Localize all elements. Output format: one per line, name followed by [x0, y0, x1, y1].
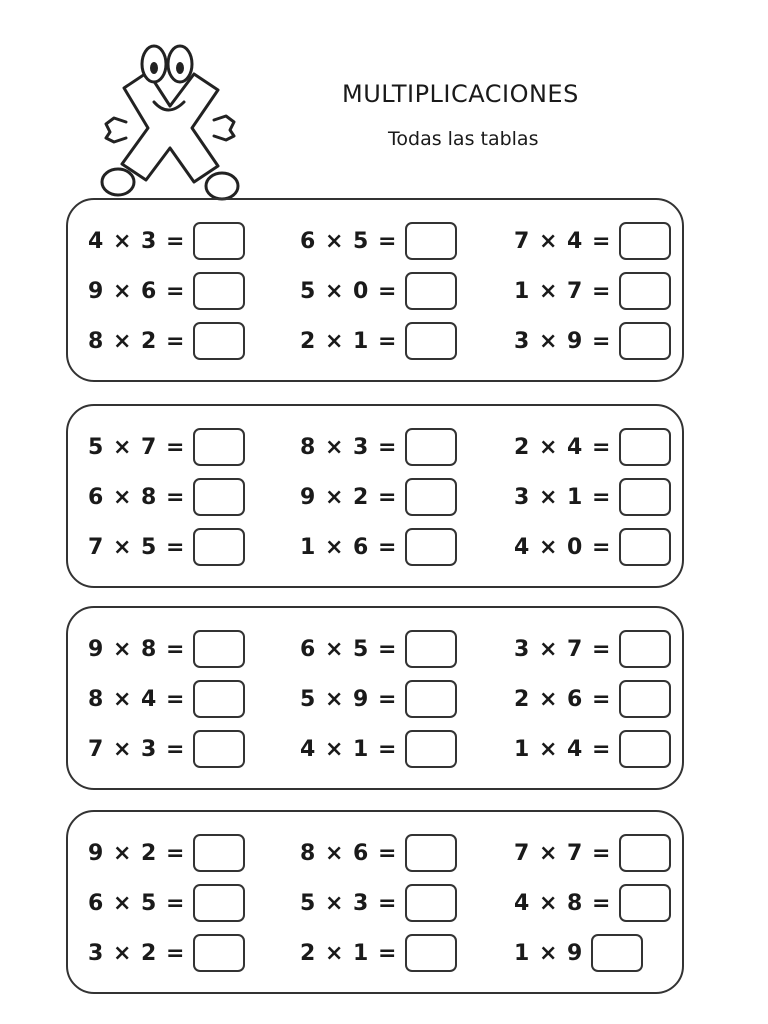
multiplication-exercise [300, 272, 457, 310]
multiplication-exercise [514, 428, 671, 466]
equation-label: 7 × 3 = [88, 736, 186, 762]
answer-box[interactable] [619, 428, 671, 466]
equation-label: 3 × 1 = [514, 484, 612, 510]
answer-box[interactable] [619, 834, 671, 872]
answer-box[interactable] [405, 322, 457, 360]
answer-box[interactable] [619, 478, 671, 516]
answer-box[interactable] [619, 528, 671, 566]
answer-box[interactable] [193, 428, 245, 466]
multiplication-exercise [514, 528, 671, 566]
multiplication-exercise [514, 730, 671, 768]
equation-label: 3 × 7 = [514, 636, 612, 662]
multiplication-exercise [88, 834, 245, 872]
multiplication-exercise [88, 322, 245, 360]
multiplication-exercise [300, 934, 457, 972]
multiplication-exercise [514, 884, 671, 922]
equation-label: 1 × 7 = [514, 278, 612, 304]
multiplication-exercise [88, 884, 245, 922]
page-subtitle: Todas las tablas [388, 128, 539, 150]
answer-box[interactable] [193, 934, 245, 972]
equation-label: 1 × 6 = [300, 534, 398, 560]
answer-box[interactable] [405, 834, 457, 872]
answer-box[interactable] [619, 680, 671, 718]
equation-label: 1 × 4 = [514, 736, 612, 762]
equation-label: 8 × 2 = [88, 328, 186, 354]
multiplication-exercise [300, 322, 457, 360]
equation-label: 6 × 8 = [88, 484, 186, 510]
exercise-block-2 [66, 404, 684, 588]
answer-box[interactable] [405, 478, 457, 516]
page-title: MULTIPLICACIONES [342, 80, 579, 108]
answer-box[interactable] [619, 630, 671, 668]
equation-label: 2 × 1 = [300, 328, 398, 354]
equation-label: 1 × 9 [514, 940, 584, 966]
answer-box[interactable] [405, 222, 457, 260]
equation-label: 2 × 1 = [300, 940, 398, 966]
multiplication-exercise [88, 478, 245, 516]
multiplication-exercise [88, 528, 245, 566]
answer-box[interactable] [193, 884, 245, 922]
equation-label: 9 × 2 = [300, 484, 398, 510]
answer-box[interactable] [193, 630, 245, 668]
answer-box[interactable] [619, 884, 671, 922]
answer-box[interactable] [405, 428, 457, 466]
equation-label: 5 × 9 = [300, 686, 398, 712]
equation-label: 8 × 6 = [300, 840, 398, 866]
multiplication-exercise [88, 272, 245, 310]
equation-label: 5 × 7 = [88, 434, 186, 460]
equation-label: 4 × 0 = [514, 534, 612, 560]
equation-label: 9 × 2 = [88, 840, 186, 866]
multiplication-exercise [300, 528, 457, 566]
equation-label: 5 × 0 = [300, 278, 398, 304]
multiplication-exercise [514, 680, 671, 718]
equation-label: 6 × 5 = [88, 890, 186, 916]
multiplication-exercise [514, 272, 671, 310]
answer-box[interactable] [193, 222, 245, 260]
multiplication-exercise [88, 428, 245, 466]
answer-box[interactable] [619, 222, 671, 260]
exercise-block-3 [66, 606, 684, 790]
exercise-block-1 [66, 198, 684, 382]
equation-label: 3 × 2 = [88, 940, 186, 966]
exercise-block-4 [66, 810, 684, 994]
multiplication-exercise [300, 730, 457, 768]
equation-label: 8 × 3 = [300, 434, 398, 460]
equation-label: 2 × 6 = [514, 686, 612, 712]
multiplication-mascot-icon [96, 40, 246, 210]
answer-box[interactable] [619, 322, 671, 360]
multiplication-exercise [300, 680, 457, 718]
multiplication-exercise [514, 834, 671, 872]
equation-label: 4 × 1 = [300, 736, 398, 762]
answer-box[interactable] [405, 272, 457, 310]
multiplication-exercise [300, 222, 457, 260]
equation-label: 9 × 6 = [88, 278, 186, 304]
multiplication-exercise [300, 834, 457, 872]
multiplication-exercise [514, 322, 671, 360]
equation-label: 6 × 5 = [300, 228, 398, 254]
answer-box[interactable] [193, 730, 245, 768]
answer-box[interactable] [591, 934, 643, 972]
answer-box[interactable] [193, 322, 245, 360]
equation-label: 7 × 7 = [514, 840, 612, 866]
equation-label: 8 × 4 = [88, 686, 186, 712]
equation-label: 7 × 4 = [514, 228, 612, 254]
multiplication-exercise [514, 222, 671, 260]
answer-box[interactable] [193, 680, 245, 718]
multiplication-exercise [88, 934, 245, 972]
answer-box[interactable] [619, 272, 671, 310]
multiplication-exercise [300, 884, 457, 922]
multiplication-exercise [300, 478, 457, 516]
answer-box[interactable] [405, 934, 457, 972]
equation-label: 4 × 8 = [514, 890, 612, 916]
equation-label: 3 × 9 = [514, 328, 612, 354]
answer-box[interactable] [193, 272, 245, 310]
multiplication-exercise [88, 222, 245, 260]
equation-label: 5 × 3 = [300, 890, 398, 916]
multiplication-exercise [514, 934, 643, 972]
multiplication-exercise [88, 630, 245, 668]
equation-label: 4 × 3 = [88, 228, 186, 254]
equation-label: 6 × 5 = [300, 636, 398, 662]
equation-label: 9 × 8 = [88, 636, 186, 662]
answer-box[interactable] [193, 834, 245, 872]
answer-box[interactable] [619, 730, 671, 768]
answer-box[interactable] [405, 884, 457, 922]
answer-box[interactable] [405, 630, 457, 668]
multiplication-exercise [300, 428, 457, 466]
equation-label: 7 × 5 = [88, 534, 186, 560]
multiplication-exercise [88, 680, 245, 718]
multiplication-exercise [514, 478, 671, 516]
answer-box[interactable] [193, 528, 245, 566]
answer-box[interactable] [405, 680, 457, 718]
multiplication-exercise [88, 730, 245, 768]
multiplication-exercise [300, 630, 457, 668]
answer-box[interactable] [193, 478, 245, 516]
answer-box[interactable] [405, 528, 457, 566]
equation-label: 2 × 4 = [514, 434, 612, 460]
answer-box[interactable] [405, 730, 457, 768]
multiplication-exercise [514, 630, 671, 668]
